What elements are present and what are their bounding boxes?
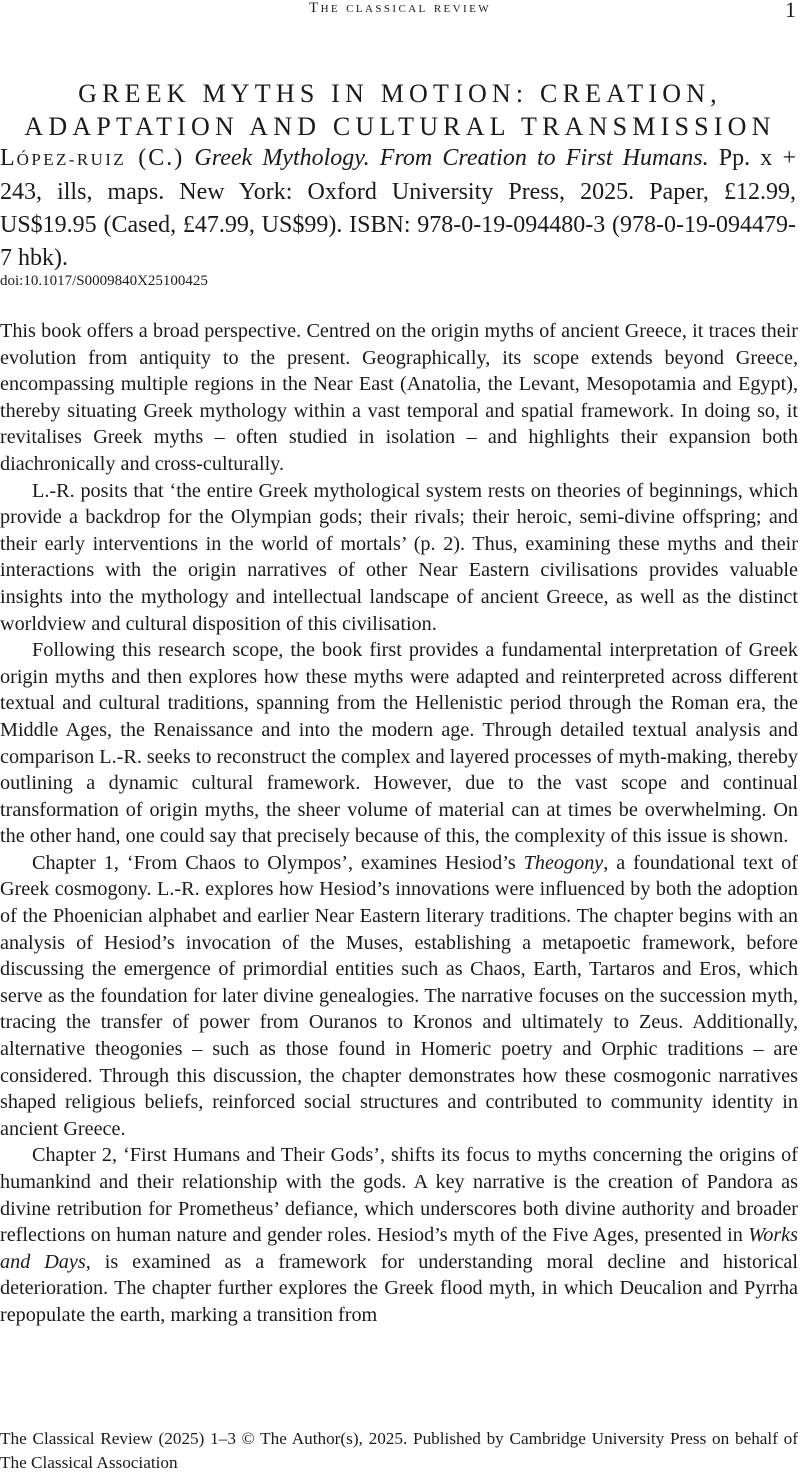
review-body [0,318,798,1329]
copyright-footer: The Classical Review (2025) 1–3 © The Author(s), 2025. Published by Cambridge University Press on behalf of The Classical Association [0,1429,798,1472]
paragraph-5 [0,1142,798,1328]
reviewed-author [0,145,184,171]
paragraph-5-part-a: Chapter 2, ‘First Humans and Their Gods’, shifts its focus to myths concerning the origins of humankind and their relationship with the gods. A key narrative is the creation of Pandora as divine retribution for Prometheus’ defiance, which underscores both divine authority and broader reflections on human nature and gender roles. Hesiod’s myth of the Five Ages, presented in [0,1144,798,1247]
book-title: Greek Mythology. From Creation to First Humans. [194,145,709,171]
paragraph-2: L.-R. posits that ‘the entire Greek mythological system rests on theories of beginnings, which provide a backdrop for the Olympian gods; their rivals; their heroic, semi-divine offspring; and their early interventions in the world of mortals’ (p. 2). Thus, examining these myths and their interactions with the origin narratives of other Near Eastern civilisations provides valuable insights into the mythology and intellectual landscape of ancient Greece, as well as the distinct worldview and cultural disposition of this civilisation. [0,479,798,635]
doi: doi:10.1017/S0009840X25100425 [0,273,208,289]
paragraph-3: Following this research scope, the book first provides a fundamental interpretation of Greek origin myths and then explores how these myths were adapted and reinterpreted across different textual and cultural traditions, spanning from the Hellenistic period through the Roman era, the Middle Ages, the Renaissance and into the modern age. Through detailed textual analysis and comparison L.-R. seeks to reconstruct the complex and layered processes of myth-making, thereby outlining a dynamic cultural framework. However, due to the vast scope and continual transformation of origin myths, the sheer volume of material can at times be overwhelming. On the other hand, one could say that precisely because of this, the complexity of this issue is shown. [0,639,798,848]
article-title [0,77,800,143]
theogony-title: Theogony [523,851,604,874]
book-citation [0,142,796,275]
author-given: (C.) [138,145,185,171]
paragraph-4-part-a: Chapter 1, ‘From Chaos to Olympos’, examines Hesiod’s [32,851,524,874]
author-surname-rest: ÓPEZ-RUIZ [16,150,127,169]
paragraph-1: This book offers a broad perspective. Centred on the origin myths of ancient Greece, it traces their evolution from antiquity to the present. Geographically, its scope extends beyond Greece, encompassing multiple regions in the Near East (Anatolia, the Levant, Mesopotamia and Egypt), thereby situating Greek mythology within a vast temporal and spatial framework. In doing so, it revitalises Greek myths – often studied in isolation – and highlights their expansion both diachronically and cross-culturally. [0,320,798,475]
running-head [0,0,800,22]
paragraph-5-part-b: , is examined as a framework for understanding moral decline and historical deterioration. The chapter further explores the Greek flood myth, in which Deucalion and Pyrrha repopulate the earth, marking a transition from [0,1250,798,1326]
page-number: 1 [785,0,796,22]
journal-running-title: The classical review [308,0,491,16]
article-title-line-1: GREEK MYTHS IN MOTION: CREATION, [78,79,722,109]
publication-details: Pp. x + 243, ills, maps. New York: Oxford University Press, 2025. Paper, £12.99, US$19.95 (Cased, £47.99, US$99). ISBN: 978-0-19-094480-3 (978-0-19-094479-7 hbk). [0,145,796,271]
article-title-line-2: ADAPTATION AND CULTURAL TRANSMISSION [24,112,776,142]
author-initial: L [0,145,17,171]
paragraph-4-part-b: , a foundational text of Greek cosmogony. L.-R. explores how Hesiod’s innovations were influenced by both the adoption of the Phoenician alphabet and earlier Near Eastern literary traditions. The chapter begins with an analysis of Hesiod’s invocation of the Muses, establishing a metapoetic framework, before discussing the emergence of primordial entities such as Chaos, Earth, Tartaros and Eros, which serve as the foundation for later divine genealogies. The narrative focuses on the succession myth, tracing the transfer of power from Ouranos to Kronos and ultimately to Zeus. Additionally, alternative theogonies – such as those found in Homeric poetry and Orphic traditions – are considered. Through this discussion, the chapter demonstrates how these cosmogonic narratives shaped religious beliefs, reinforced social structures and contributed to community identity in ancient Greece. [0,851,798,1140]
works-and-days-title: Works and Days [0,1224,798,1273]
paragraph-4 [0,850,798,1143]
